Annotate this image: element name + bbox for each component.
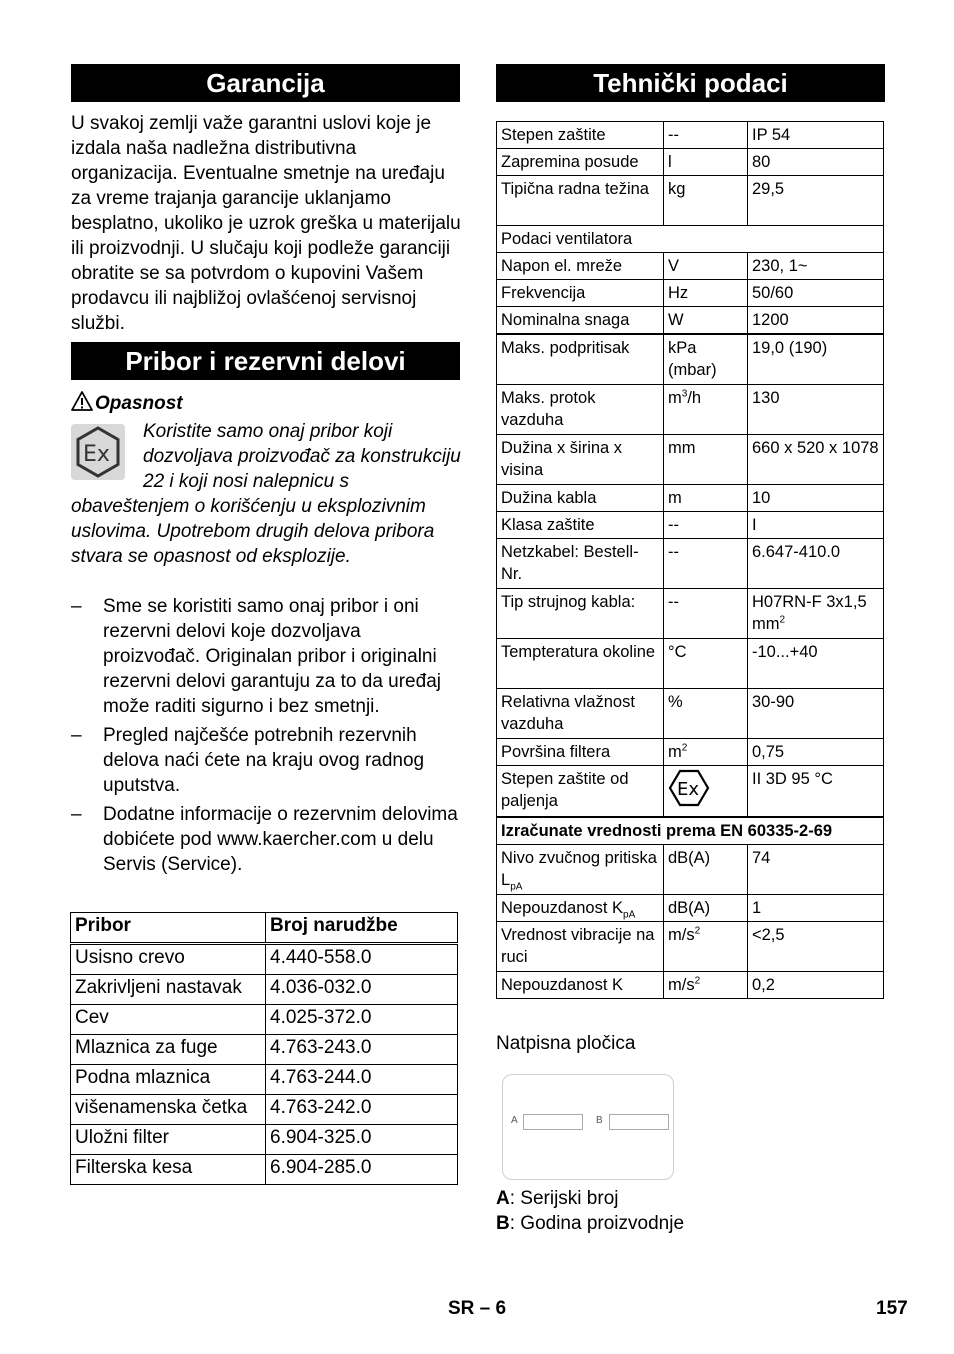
spec-value: II 3D 95 °C bbox=[748, 766, 884, 818]
table-row bbox=[497, 176, 884, 226]
unit-base: m bbox=[668, 389, 682, 407]
spec-key: Relativna vlažnost vazduha bbox=[497, 689, 664, 739]
unit-superscript: 2 bbox=[694, 925, 701, 937]
unit-superscript: 3 bbox=[681, 388, 688, 400]
spec-value: 19,0 (190) bbox=[748, 334, 884, 385]
pribor-bullet-list bbox=[71, 594, 463, 881]
unit-base: m bbox=[668, 743, 682, 761]
table-row bbox=[497, 972, 884, 999]
spec-value: 130 bbox=[748, 385, 884, 435]
pribor-title: Pribor i rezervni delovi bbox=[71, 342, 460, 380]
spec-key: Tip strujnog kabla: bbox=[497, 589, 664, 639]
spec-value: 660 x 520 x 1078 bbox=[748, 435, 884, 485]
spec-key: Tempteratura okoline bbox=[497, 639, 664, 689]
spec-key: Klasa zaštite bbox=[497, 512, 664, 539]
value-superscript: 2 bbox=[779, 614, 786, 626]
spec-key: Nominalna snaga bbox=[497, 307, 664, 335]
spec-value: 80 bbox=[748, 149, 884, 176]
table-row bbox=[497, 895, 884, 922]
spec-value: 0,2 bbox=[748, 972, 884, 999]
legend-item-a bbox=[496, 1186, 618, 1211]
plate-field-a bbox=[523, 1114, 583, 1130]
spec-unit: Hz bbox=[664, 280, 748, 307]
nameplate-label: Natpisna pločica bbox=[496, 1033, 636, 1054]
spec-unit: -- bbox=[664, 539, 748, 589]
nameplate-illustration bbox=[502, 1074, 674, 1180]
table-section-row bbox=[497, 226, 884, 253]
spec-key: Dužina x širina x visina bbox=[497, 435, 664, 485]
table-cell: 6.904-285.0 bbox=[266, 1155, 458, 1185]
table-section-row bbox=[497, 817, 884, 845]
spec-value: 29,5 bbox=[748, 176, 884, 226]
table-row bbox=[497, 485, 884, 512]
table-row bbox=[71, 1155, 458, 1185]
table-row bbox=[71, 1035, 458, 1065]
table-row bbox=[497, 149, 884, 176]
spec-value: <2,5 bbox=[748, 922, 884, 972]
table-cell: 6.904-325.0 bbox=[266, 1125, 458, 1155]
table-row bbox=[497, 512, 884, 539]
table-cell: Usisno crevo bbox=[71, 944, 266, 975]
table-row bbox=[497, 589, 884, 639]
spec-key: Napon el. mreže bbox=[497, 253, 664, 280]
spec-key: Zapremina posude bbox=[497, 149, 664, 176]
spec-key bbox=[497, 845, 664, 895]
table-cell: Filterska kesa bbox=[71, 1155, 266, 1185]
spec-value: 1200 bbox=[748, 307, 884, 335]
tech-specs-table bbox=[496, 121, 884, 999]
garancija-text: U svakoj zemlji važe garantni uslovi koje je izdala naša nadležna distributivna organizacija. Eventualne smetnje na uređaju za vreme trajanja garancije uklanjamo besplatno, ukoliko je uzrok greška u materijalu ili proizvodnji. U slučaju koji podleže garanciji obratite se sa potvrdom o kupovini Vašem prodavcu ili najbližoj ovlašćenoj servisnoj službi. bbox=[71, 113, 461, 334]
garancija-title: Garancija bbox=[71, 64, 460, 102]
plate-label-a: A bbox=[511, 1115, 518, 1126]
table-cell: 4.440-558.0 bbox=[266, 944, 458, 975]
table-cell: Uložni filter bbox=[71, 1125, 266, 1155]
spec-key: Maks. podpritisak bbox=[497, 334, 664, 385]
spec-key: Maks. protok vazduha bbox=[497, 385, 664, 435]
spec-value: 1 bbox=[748, 895, 884, 922]
table-row bbox=[497, 689, 884, 739]
spec-unit: -- bbox=[664, 589, 748, 639]
spec-unit: kPa (mbar) bbox=[664, 334, 748, 385]
key-base: Nepouzdanost K bbox=[501, 899, 624, 917]
spec-key: Površina filtera bbox=[497, 739, 664, 766]
column-header: Broj narudžbe bbox=[266, 913, 458, 944]
spec-value: 50/60 bbox=[748, 280, 884, 307]
spec-unit: l bbox=[664, 149, 748, 176]
warning-triangle-icon bbox=[71, 391, 95, 418]
spec-unit: m bbox=[664, 485, 748, 512]
warning-heading bbox=[71, 391, 183, 418]
table-row bbox=[497, 739, 884, 766]
table-row bbox=[497, 385, 884, 435]
legend-key: B bbox=[496, 1213, 510, 1234]
spec-key: Stepen zaštite bbox=[497, 122, 664, 149]
warning-text-block bbox=[71, 419, 461, 569]
legend-key: A bbox=[496, 1188, 510, 1209]
ex-hexagon-icon bbox=[668, 779, 710, 812]
table-row bbox=[497, 307, 884, 335]
spec-unit bbox=[664, 385, 748, 435]
spec-unit bbox=[664, 739, 748, 766]
table-row bbox=[497, 639, 884, 689]
table-row bbox=[71, 1095, 458, 1125]
spec-unit: dB(A) bbox=[664, 845, 748, 895]
spec-unit: W bbox=[664, 307, 748, 335]
table-cell: Zakrivljeni nastavak bbox=[71, 975, 266, 1005]
table-header-row bbox=[71, 913, 458, 944]
spec-unit: % bbox=[664, 689, 748, 739]
page-number: 157 bbox=[876, 1298, 908, 1319]
table-cell: Cev bbox=[71, 1005, 266, 1035]
spec-unit bbox=[664, 766, 748, 818]
spec-value: IP 54 bbox=[748, 122, 884, 149]
table-row bbox=[497, 539, 884, 589]
spec-key: Nepouzdanost K bbox=[497, 972, 664, 999]
table-row bbox=[71, 1005, 458, 1035]
spec-section: Izračunate vrednosti prema EN 60335-2-69 bbox=[497, 817, 884, 845]
spec-unit: dB(A) bbox=[664, 895, 748, 922]
spec-unit: °C bbox=[664, 639, 748, 689]
spec-unit: -- bbox=[664, 512, 748, 539]
table-row bbox=[71, 1065, 458, 1095]
key-subscript: pA bbox=[623, 909, 636, 921]
table-row bbox=[497, 766, 884, 818]
plate-label-b: B bbox=[596, 1115, 603, 1126]
svg-text:Ex: Ex bbox=[83, 442, 110, 467]
accessories-table bbox=[70, 912, 458, 1185]
table-row bbox=[497, 334, 884, 385]
table-row bbox=[497, 922, 884, 972]
table-cell: Podna mlaznica bbox=[71, 1065, 266, 1095]
spec-value: 10 bbox=[748, 485, 884, 512]
spec-value: 74 bbox=[748, 845, 884, 895]
unit-superscript: 2 bbox=[694, 975, 701, 987]
list-item: – Dodatne informacije o rezervnim delovima dobićete pod www.kaercher.com u delu Servis (Service). bbox=[71, 802, 463, 877]
spec-unit bbox=[664, 922, 748, 972]
legend-item-b bbox=[496, 1211, 684, 1236]
spec-value: 6.647-410.0 bbox=[748, 539, 884, 589]
svg-text:Ex: Ex bbox=[677, 779, 700, 800]
table-cell: 4.036-032.0 bbox=[266, 975, 458, 1005]
unit-base: m/s bbox=[668, 976, 695, 994]
table-row bbox=[497, 253, 884, 280]
spec-value: 0,75 bbox=[748, 739, 884, 766]
spec-unit: kg bbox=[664, 176, 748, 226]
spec-value: I bbox=[748, 512, 884, 539]
table-cell: 4.763-243.0 bbox=[266, 1035, 458, 1065]
spec-unit: V bbox=[664, 253, 748, 280]
spec-key: Netzkabel: Bestell-Nr. bbox=[497, 539, 664, 589]
warning-heading-text: Opasnost bbox=[95, 393, 183, 414]
unit-superscript: 2 bbox=[681, 742, 688, 754]
spec-key: Tipična radna težina bbox=[497, 176, 664, 226]
table-row bbox=[71, 944, 458, 975]
key-subscript: pA bbox=[510, 881, 523, 893]
warning-text: Koristite samo onaj pribor koji dozvoljava proizvođač za konstrukciju 22 i koji nosi nalepnicu s obaveštenjem o korišćenju u eksplozivnim uslovima. Upotrebom drugih delova pribora stvara se opasnost od eksplozije. bbox=[71, 421, 461, 567]
table-row bbox=[497, 280, 884, 307]
list-item: – Sme se koristiti samo onaj pribor i oni rezervni delovi koje dozvoljava proizvođač. Originalan pribor i originalni rezervni delovi garantuju za to da uređaj može raditi sigurno i bez smetnji. bbox=[71, 594, 463, 719]
spec-value: -10...+40 bbox=[748, 639, 884, 689]
table-row bbox=[497, 845, 884, 895]
spec-key: Vrednost vibracije na ruci bbox=[497, 922, 664, 972]
table-cell: 4.763-244.0 bbox=[266, 1065, 458, 1095]
tehnicki-title: Tehnički podaci bbox=[496, 64, 885, 102]
spec-value: 30-90 bbox=[748, 689, 884, 739]
legend-text: : Serijski broj bbox=[509, 1188, 619, 1209]
spec-value bbox=[748, 589, 884, 639]
plate-field-b bbox=[609, 1114, 669, 1130]
value-base: H07RN-F 3x1,5 mm bbox=[752, 593, 867, 633]
footer-section: SR – 6 bbox=[448, 1298, 507, 1319]
spec-unit bbox=[664, 972, 748, 999]
table-row bbox=[71, 975, 458, 1005]
spec-key: Frekvencija bbox=[497, 280, 664, 307]
unit-base: m/s bbox=[668, 926, 695, 944]
table-row bbox=[497, 122, 884, 149]
table-cell: 4.763-242.0 bbox=[266, 1095, 458, 1125]
table-cell: 4.025-372.0 bbox=[266, 1005, 458, 1035]
legend-text: : Godina proizvodnje bbox=[509, 1213, 685, 1234]
key-base: Nivo zvučnog pritiska L bbox=[501, 849, 657, 889]
spec-key: Dužina kabla bbox=[497, 485, 664, 512]
spec-key bbox=[497, 895, 664, 922]
table-row bbox=[71, 1125, 458, 1155]
spec-unit: -- bbox=[664, 122, 748, 149]
table-cell: Mlaznica za fuge bbox=[71, 1035, 266, 1065]
spec-section: Podaci ventilatora bbox=[497, 226, 884, 253]
spec-key: Stepen zaštite od paljenja bbox=[497, 766, 664, 818]
column-header: Pribor bbox=[71, 913, 266, 944]
spec-unit: mm bbox=[664, 435, 748, 485]
table-row bbox=[497, 435, 884, 485]
unit-tail: /h bbox=[687, 389, 702, 407]
table-cell: višenamenska četka bbox=[71, 1095, 266, 1125]
list-item: – Pregled najčešće potrebnih rezervnih delova naći ćete na kraju ovog radnog uputstva. bbox=[71, 723, 463, 798]
spec-value: 230, 1~ bbox=[748, 253, 884, 280]
